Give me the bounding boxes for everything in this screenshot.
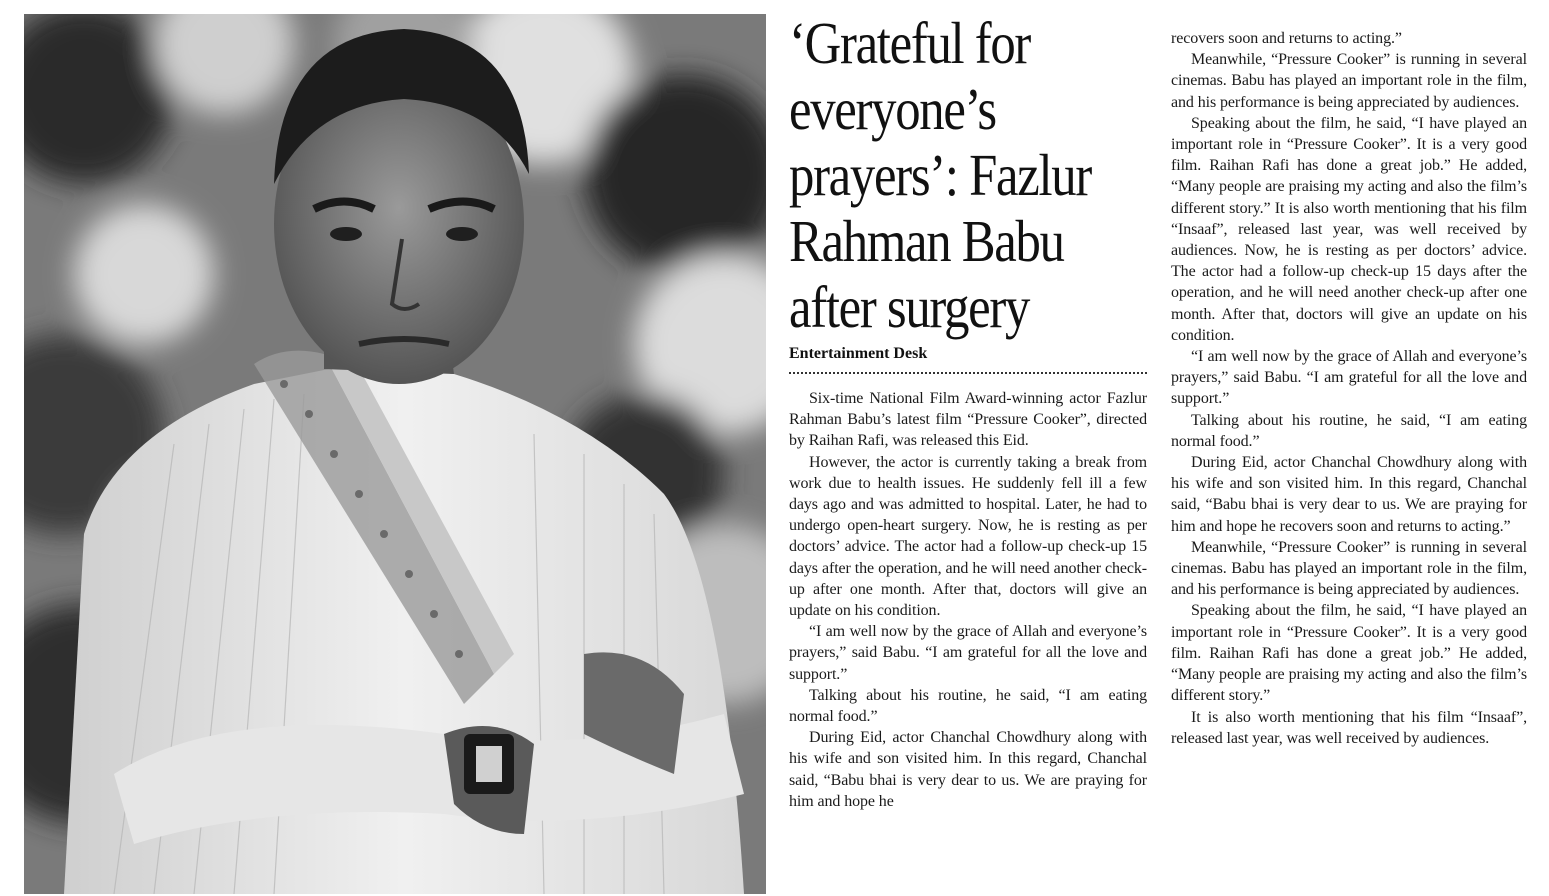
paragraph: During Eid, actor Chanchal Chowdhury along with his wife and son visited him. In this regard, Chanchal said, “Babu bhai is very dear to us. We are praying for him and hope he recovers soon and returns to acting.” — [1171, 454, 1527, 535]
article-column-2 — [1171, 28, 1527, 749]
paragraph: Talking about his routine, he said, “I am eating normal food.” — [789, 686, 1147, 726]
byline-divider — [789, 372, 1147, 374]
paragraph: During Eid, actor Chanchal Chowdhury along with his wife and son visited him. In this regard, Chanchal said, “Babu bhai is very dear to us. We are praying for him and hope he — [789, 729, 1147, 810]
article-photo — [24, 14, 766, 894]
paragraph: Speaking about the film, he said, “I have played an important role in “Pressure Cooker”. It is a very good film. Raihan Rafi has done a great job.” He added, “Many people are praising my acting and also the film’s different story.” — [1171, 602, 1527, 705]
paragraph: It is also worth mentioning that his film “Insaaf”, released last year, was well received by audiences. — [1171, 708, 1527, 747]
byline: Entertainment Desk — [789, 345, 928, 362]
article-column-1 — [789, 388, 1147, 812]
portrait-illustration — [24, 14, 766, 894]
paragraph: “I am well now by the grace of Allah and everyone’s prayers,” said Babu. “I am grateful for all the love and support.” — [789, 623, 1147, 683]
paragraph: “I am well now by the grace of Allah and everyone’s prayers,” said Babu. “I am grateful for all the love and support.” — [1171, 348, 1527, 408]
paragraph: recovers soon and returns to acting.” — [1171, 30, 1402, 47]
paragraph: Six-time National Film Award-winning actor Fazlur Rahman Babu’s latest film “Pressure Cooker”, directed by Raihan Rafi, was released this Eid. — [789, 390, 1147, 450]
headline: ‘Grateful for everyone’s prayers’: Fazlur Rahman Babu after surgery — [789, 10, 1091, 340]
paragraph: Meanwhile, “Pressure Cooker” is running in several cinemas. Babu has played an important role in the film, and his performance is being appreciated by audiences. — [1171, 51, 1527, 111]
paragraph: Talking about his routine, he said, “I am eating normal food.” — [1171, 411, 1527, 450]
paragraph: Speaking about the film, he said, “I have played an important role in “Pressure Cooker”. It is a very good film. Raihan Rafi has done a great job.” He added, “Many people are praising my acting and also the film’s different story.” It is also worth mentioning that his film “Insaaf”, released last year, was well received by audiences. Now, he is resting as per doctors’ advice. The actor had a follow-up check-up 15 days after the operation, and he will need another check-up after one month. After that, doctors will give an update on his condition. — [1171, 114, 1527, 344]
paragraph: Meanwhile, “Pressure Cooker” is running in several cinemas. Babu has played an important role in the film, and his performance is being appreciated by audiences. — [1171, 538, 1527, 599]
paragraph: However, the actor is currently taking a break from work due to health issues. He suddenly fell ill a few days ago and was admitted to hospital. Later, he had to undergo open-heart surgery. Now, he is resting as per doctors’ advice. The actor had a follow-up check-up 15 days after the operation, and he will need another check-up after one month. After that, doctors will give an update on his condition. — [789, 453, 1147, 620]
